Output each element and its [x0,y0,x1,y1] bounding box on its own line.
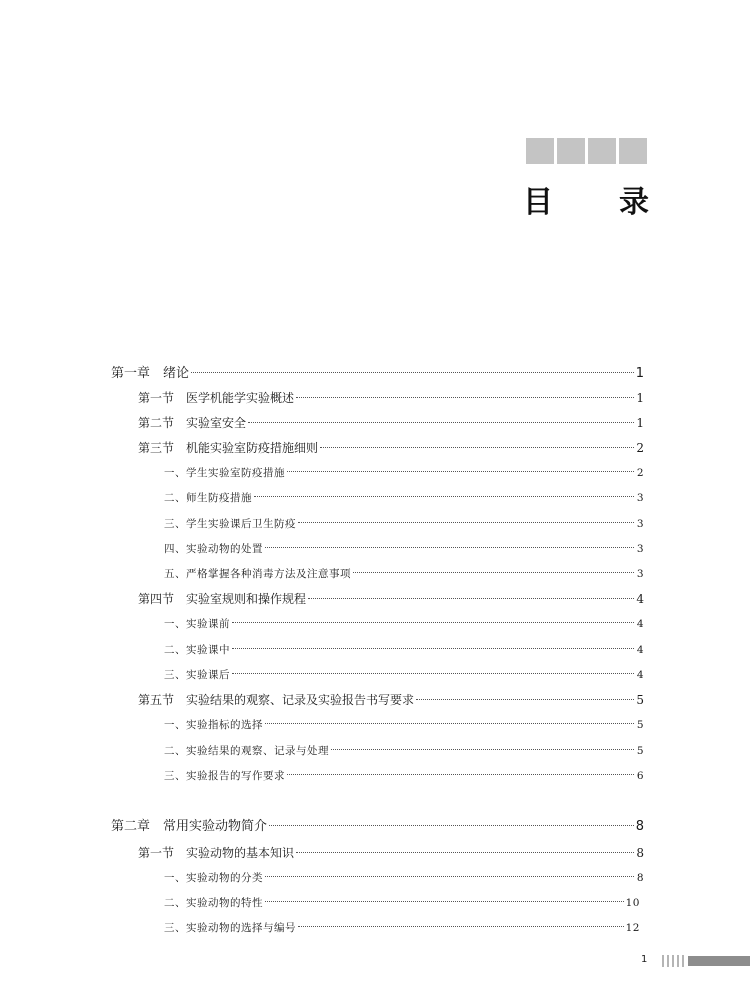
toc-leader-dots [320,446,634,448]
toc-subsection-entry [164,893,646,913]
toc-subsection-entry [164,564,644,584]
footer-bar-decoration [688,956,750,966]
toc-chapter-entry [111,817,644,837]
page-footer [0,955,750,967]
toc-leader-dots [232,647,634,649]
toc-entry-page: 3 [636,568,644,580]
stripe-bar [672,955,674,967]
toc-entry-page: 1 [636,391,644,405]
page-title-left: 目 [523,185,553,220]
toc-entry-label: 一、实验课前 [164,618,230,630]
toc-entry-label: 第二节 实验室安全 [138,416,247,430]
footer-stripe-decoration [662,955,684,967]
stripe-bar [667,955,669,967]
toc-entry-page: 4 [636,618,644,630]
toc-leader-dots [265,875,634,877]
toc-entry-page: 5 [636,745,644,757]
toc-leader-dots [254,495,634,497]
toc-entry-label: 五、严格掌握各种消毒方法及注意事项 [164,568,351,580]
stripe-bar [662,955,664,967]
toc-leader-dots [296,851,634,853]
toc-entry-page: 3 [636,543,644,555]
stripe-bar [682,955,684,967]
toc-entry-label: 三、实验动物的选择与编号 [164,922,296,934]
toc-entry-label: 第一章 绪论 [111,366,190,381]
toc-section-entry [138,413,644,433]
toc-entry-label: 第三节 机能实验室防疫措施细则 [138,441,319,455]
toc-entry-page: 5 [636,719,644,731]
toc-entry-label: 二、实验课中 [164,644,230,656]
toc-subsection-entry [164,918,646,938]
toc-leader-dots [232,672,634,674]
toc-entry-label: 第四节 实验室规则和操作规程 [138,592,307,606]
toc-entry-page: 10 [625,897,640,909]
toc-leader-dots [232,621,634,623]
toc-entry-label: 一、实验动物的分类 [164,872,263,884]
toc-subsection-entry [164,665,644,685]
toc-subsection-entry [164,715,644,735]
toc-leader-dots [298,925,624,927]
toc-subsection-entry [164,741,644,761]
toc-section-entry [138,843,644,863]
toc-entry-label: 一、学生实验室防疫措施 [164,467,285,479]
toc-entry-label: 第二章 常用实验动物简介 [111,819,268,834]
toc-leader-dots [416,698,634,700]
toc-entry-page: 4 [636,592,644,606]
toc-entry-page: 2 [636,441,644,455]
toc-subsection-entry [164,614,644,634]
toc-entry-page: 8 [636,872,644,884]
toc-subsection-entry [164,868,644,888]
toc-entry-label: 三、实验报告的写作要求 [164,770,285,782]
toc-entry-page: 4 [636,644,644,656]
toc-section-entry [138,589,644,609]
toc-entry-label: 二、实验动物的特性 [164,897,263,909]
toc-leader-dots [248,421,634,423]
toc-subsection-entry [164,514,644,534]
toc-entry-page: 1 [635,366,644,381]
toc-section-entry [138,388,644,408]
toc-entry-label: 四、实验动物的处置 [164,543,263,555]
toc-entry-page: 3 [636,492,644,504]
toc-subsection-entry [164,488,644,508]
stripe-bar [677,955,679,967]
toc-entry-page: 5 [636,693,644,707]
toc-entry-page: 2 [636,467,644,479]
toc-leader-dots [298,521,634,523]
toc-entry-page: 12 [625,922,640,934]
toc-entry-page: 3 [636,518,644,530]
toc-entry-label: 第一节 医学机能学实验概述 [138,391,295,405]
toc-leader-dots [287,773,634,775]
toc-entry-page: 1 [636,416,644,430]
toc-leader-dots [265,546,634,548]
toc-subsection-entry [164,766,644,786]
toc-leader-dots [353,571,634,573]
toc-subsection-entry [164,539,644,559]
toc-entry-label: 三、学生实验课后卫生防疫 [164,518,296,530]
toc-entry-label: 三、实验课后 [164,669,230,681]
toc-chapter-entry [111,364,644,384]
toc-leader-dots [287,470,634,472]
toc-entry-page: 8 [636,846,644,860]
toc-entry-label: 第一节 实验动物的基本知识 [138,846,295,860]
toc-entry-page: 8 [635,819,644,834]
toc-leader-dots [296,396,634,398]
toc-section-entry [138,690,644,710]
toc-entry-label: 一、实验指标的选择 [164,719,263,731]
toc-leader-dots [191,371,634,373]
toc-section-entry [138,438,644,458]
toc-subsection-entry [164,640,644,660]
toc-subsection-entry [164,463,644,483]
toc-leader-dots [308,597,634,599]
toc-leader-dots [265,722,634,724]
toc-entry-label: 二、师生防疫措施 [164,492,252,504]
toc-entry-page: 6 [636,770,644,782]
toc-entry-page: 4 [636,669,644,681]
toc-entry-label: 二、实验结果的观察、记录与处理 [164,745,329,757]
footer-page-number: 1 [641,954,648,965]
page-title-right: 录 [619,185,649,220]
toc-leader-dots [265,900,624,902]
toc-leader-dots [331,748,634,750]
toc-entry-label: 第五节 实验结果的观察、记录及实验报告书写要求 [138,693,415,707]
toc-leader-dots [269,824,634,826]
